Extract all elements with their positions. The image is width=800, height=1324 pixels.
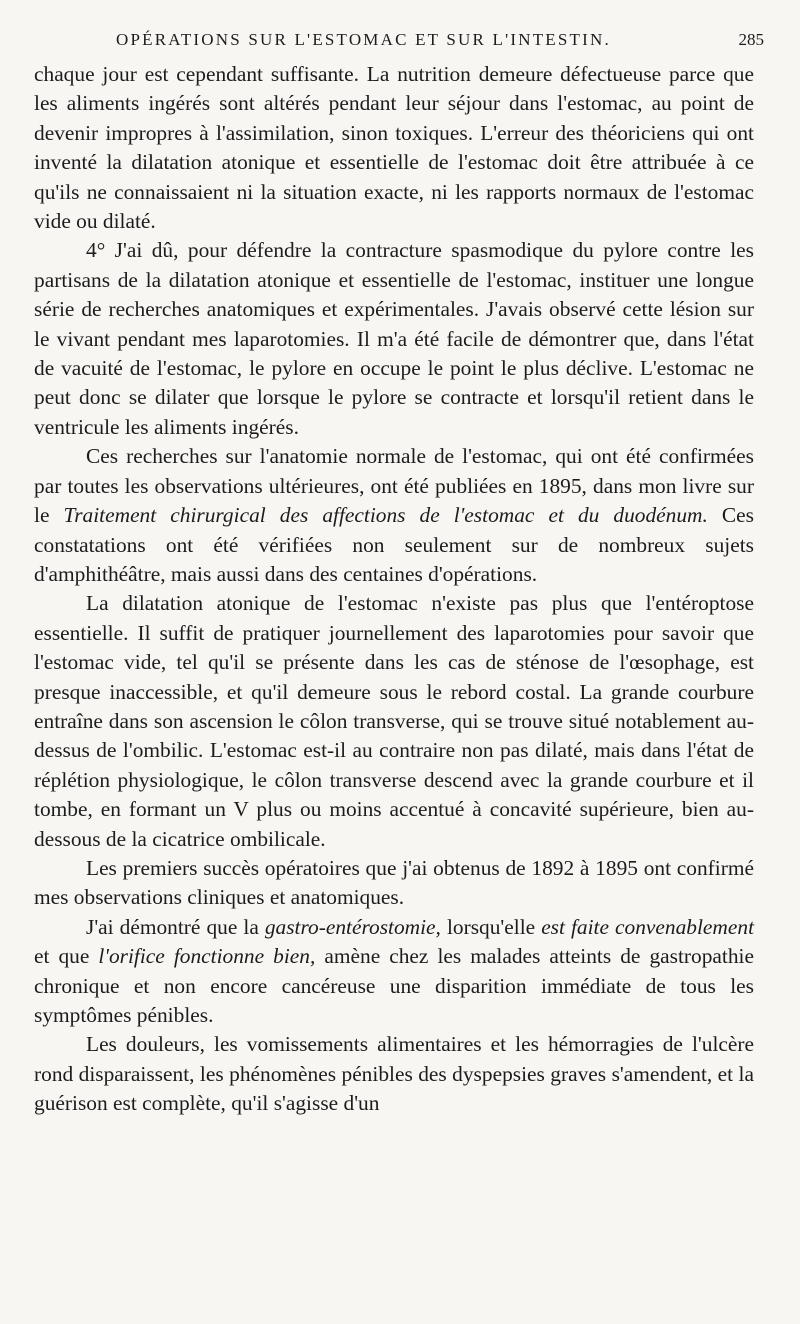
- page-number: 285: [738, 30, 764, 49]
- running-head: [36, 30, 764, 56]
- paragraph-7: Les douleurs, les vomissements alimentaires et les hémorragies de l'ulcère rond disparaissent, les phénomènes pénibles des dyspepsies graves s'amendent, et la guérison est complète, qu'il s'agisse d'un: [34, 1032, 754, 1116]
- paragraph-3-text-a: Ces recherches sur l'anatomie normale de l'estomac, qui ont été confirmées par toutes les observations ultérieures, ont été publiées en 1895, dans mon livre sur le: [34, 444, 754, 528]
- paragraph-3: [34, 442, 754, 589]
- paragraph-6-text-e: et que: [34, 944, 99, 969]
- paragraph-1: chaque jour est cependant suffisante. La nutrition demeure défectueuse parce que les aliments ingérés sont altérés pendant leur séjour dans l'estomac, au point de devenir impropres à l'assimilation, sinon toxiques. L'erreur des théoriciens qui ont inventé la dilatation atonique et essentielle de l'estomac doit être attribuée à ce qu'ils ne connaissaient ni la situation exacte, ni les rapports normaux de l'estomac vide ou dilaté.: [34, 62, 754, 234]
- paragraph-3-text-c: Ces constatations ont été vérifiées non seulement sur de nombreux sujets d'amphithéâtre, mais aussi dans des centaines d'opérations.: [34, 503, 754, 586]
- paragraph-4: La dilatation atonique de l'estomac n'existe pas plus que l'entéroptose essentielle. Il suffit de pratiquer journellement des laparotomies pour savoir que l'estomac vide, tel qu'il se présente dans les cas de sténose de l'œsophage, est presque inaccessible, et qu'il demeure sous le rebord costal. La grande courbure entraîne dans son ascension le côlon transverse, qui se trouve situé notablement au-dessus de l'ombilic. L'estomac est-il au contraire non pas dilaté, mais dans l'état de réplétion physiologique, le côlon transverse descend avec la grande courbure et il tombe, en formant un V plus ou moins accentué à concavité supérieure, bien au-dessous de la cicatrice ombilicale.: [34, 591, 754, 851]
- gastro-enterostomie-italic: gastro-entérostomie,: [264, 914, 441, 939]
- orifice-fonctionne-italic: l'orifice fonctionne bien,: [98, 944, 316, 969]
- paragraph-2: 4° J'ai dû, pour défendre la contracture spasmodique du pylore contre les partisans de la dilatation atonique et essentielle de l'estomac, instituer une longue série de recherches anatomiques et expérimentales. J'avais observé cette lésion sur le vivant pendant mes laparotomies. Il m'a été facile de démontrer que, dans l'état de vacuité de l'estomac, le pylore en occupe le point le plus déclive. L'estomac ne peut donc se dilater que lorsque le pylore se contracte et lorsqu'il retient dans le ventricule les aliments ingérés.: [34, 238, 754, 439]
- paragraph-6-text-a: J'ai démontré que la: [86, 914, 265, 939]
- paragraph-6-text-c: lorsqu'elle: [440, 914, 542, 939]
- book-title-italic: Traitement chirurgical des affections de l'estomac et du duodénum.: [63, 503, 708, 528]
- paragraph-6: [34, 913, 754, 1031]
- faite-convenablement-italic: est faite convenablement: [541, 914, 755, 939]
- paragraph-5: Les premiers succès opératoires que j'ai obtenus de 1892 à 1895 ont confirmé mes observations cliniques et anatomiques.: [34, 855, 754, 910]
- paragraph-6-text-g: amène chez les malades atteints de gastropathie chronique et non encore cancéreuse une disparition immédiate de tous les symptômes pénibles.: [34, 944, 754, 1027]
- body-text: [34, 60, 754, 1119]
- running-title: OPÉRATIONS SUR L'ESTOMAC ET SUR L'INTESTIN.: [116, 30, 611, 49]
